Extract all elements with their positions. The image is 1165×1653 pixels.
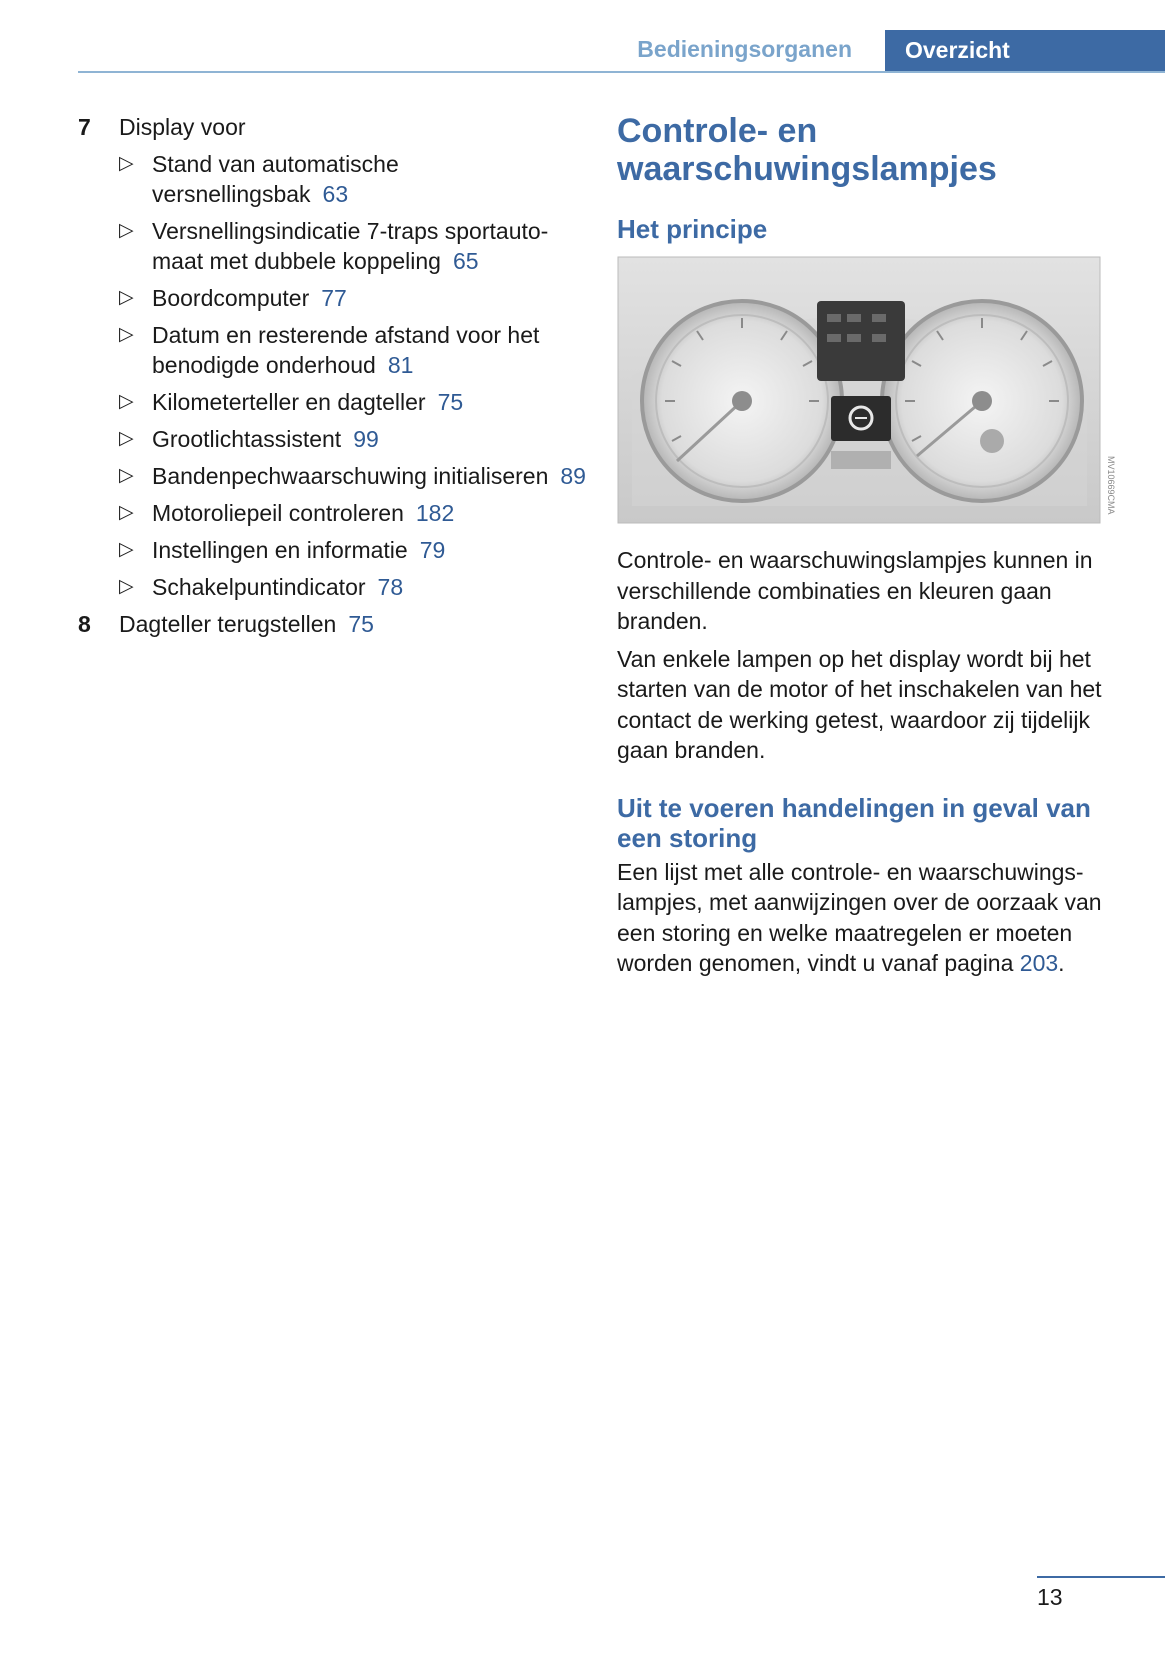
sub-item xyxy=(119,149,588,209)
sub-item-text: Stand van automatische versnellingsbak xyxy=(152,151,399,207)
triangle-bullet-icon: ▷ xyxy=(119,428,134,449)
page-link[interactable]: 65 xyxy=(452,248,479,274)
triangle-bullet-icon: ▷ xyxy=(119,287,134,308)
paragraph-1: Controle- en waarschuwingslampjes kunnen in verschillende combinaties en kleuren gaan branden. xyxy=(617,547,1093,634)
instrument-cluster-illustration xyxy=(617,256,1117,524)
triangle-bullet-icon: ▷ xyxy=(119,153,134,174)
sub-item-text: Grootlichtassistent xyxy=(152,426,342,452)
sub-item-text: Kilometerteller en dagteller xyxy=(152,389,426,415)
sub-item xyxy=(119,498,588,528)
footer-rule xyxy=(1037,1576,1165,1578)
sub-item xyxy=(119,283,588,313)
sub-item xyxy=(119,387,588,417)
paragraph-2: Van enkele lampen op het display wordt bij het starten van de motor of het inschakelen van het contact de werking getest, waardoor zij tijdelijk gaan branden. xyxy=(617,645,1102,763)
right-column xyxy=(617,112,1117,979)
sub-item-text: Motoroliepeil controleren xyxy=(152,500,404,526)
page-link[interactable]: 63 xyxy=(322,181,349,207)
section-heading-principle: Het principe xyxy=(617,214,768,244)
sub-item-text: Boordcomputer xyxy=(152,285,310,311)
sub-item xyxy=(119,424,588,454)
page-link[interactable]: 75 xyxy=(437,389,464,415)
page-link[interactable]: 203 xyxy=(1019,950,1059,976)
item-number: 8 xyxy=(78,611,91,637)
list-item-8 xyxy=(78,609,588,639)
triangle-bullet-icon: ▷ xyxy=(119,539,134,560)
item-label: Dagteller terugstellen xyxy=(119,611,337,637)
sub-item xyxy=(119,461,588,491)
sub-item xyxy=(119,320,588,380)
page-title: Controle- en waarschuwingslampjes xyxy=(617,112,997,188)
page-number: 13 xyxy=(1037,1584,1063,1610)
instrument-cluster-figure xyxy=(617,256,1117,524)
triangle-bullet-icon: ▷ xyxy=(119,465,134,486)
sub-item-text: Versnellingsindicatie 7-traps sportauto-maat met dubbele koppeling xyxy=(152,218,549,274)
page-link[interactable]: 78 xyxy=(377,574,404,600)
list-item-7 xyxy=(78,112,588,602)
page-link[interactable]: 182 xyxy=(415,500,455,526)
figure-code: MV10669CMA xyxy=(1106,456,1116,515)
header-rule xyxy=(78,71,1165,73)
item-number: 7 xyxy=(78,114,91,140)
sub-item xyxy=(119,535,588,565)
header-tab-label: Overzicht xyxy=(905,37,1010,63)
paragraph-3-text: Een lijst met alle controle- en waarschuwings-lampjes, met aanwijzingen over de oorzaak van een storing en welke maatregelen er moeten worden genomen, vindt u vanaf pagina xyxy=(617,858,1102,976)
page-link[interactable]: 89 xyxy=(560,463,586,489)
sub-item-text: Datum en resterende afstand voor het benodigde onderhoud xyxy=(152,322,540,378)
sub-item xyxy=(119,572,588,602)
triangle-bullet-icon: ▷ xyxy=(119,502,134,523)
triangle-bullet-icon: ▷ xyxy=(119,391,134,412)
page-link[interactable]: 99 xyxy=(353,426,379,452)
header-section: Bedieningsorganen xyxy=(637,36,852,62)
page-link[interactable]: 81 xyxy=(387,352,414,378)
sub-item-text: Bandenpechwaarschuwing initialiseren xyxy=(152,463,549,489)
paragraph-3-end: . xyxy=(1058,950,1065,976)
triangle-bullet-icon: ▷ xyxy=(119,324,134,345)
item-label: Display voor xyxy=(119,114,246,140)
sub-item-text: Schakelpuntindicator xyxy=(152,574,366,600)
triangle-bullet-icon: ▷ xyxy=(119,576,134,597)
sub-item-text: Instellingen en informatie xyxy=(152,537,408,563)
item-list xyxy=(78,112,588,646)
sub-item xyxy=(119,216,588,276)
section-heading-malfunction: Uit te voeren handelingen in geval van een storing xyxy=(617,792,1091,853)
triangle-bullet-icon: ▷ xyxy=(119,220,134,241)
page-link[interactable]: 75 xyxy=(348,611,374,637)
page-link[interactable]: 77 xyxy=(321,285,347,311)
page-link[interactable]: 79 xyxy=(419,537,446,563)
paragraph-3 xyxy=(617,857,1117,979)
header-tab xyxy=(885,30,1165,73)
